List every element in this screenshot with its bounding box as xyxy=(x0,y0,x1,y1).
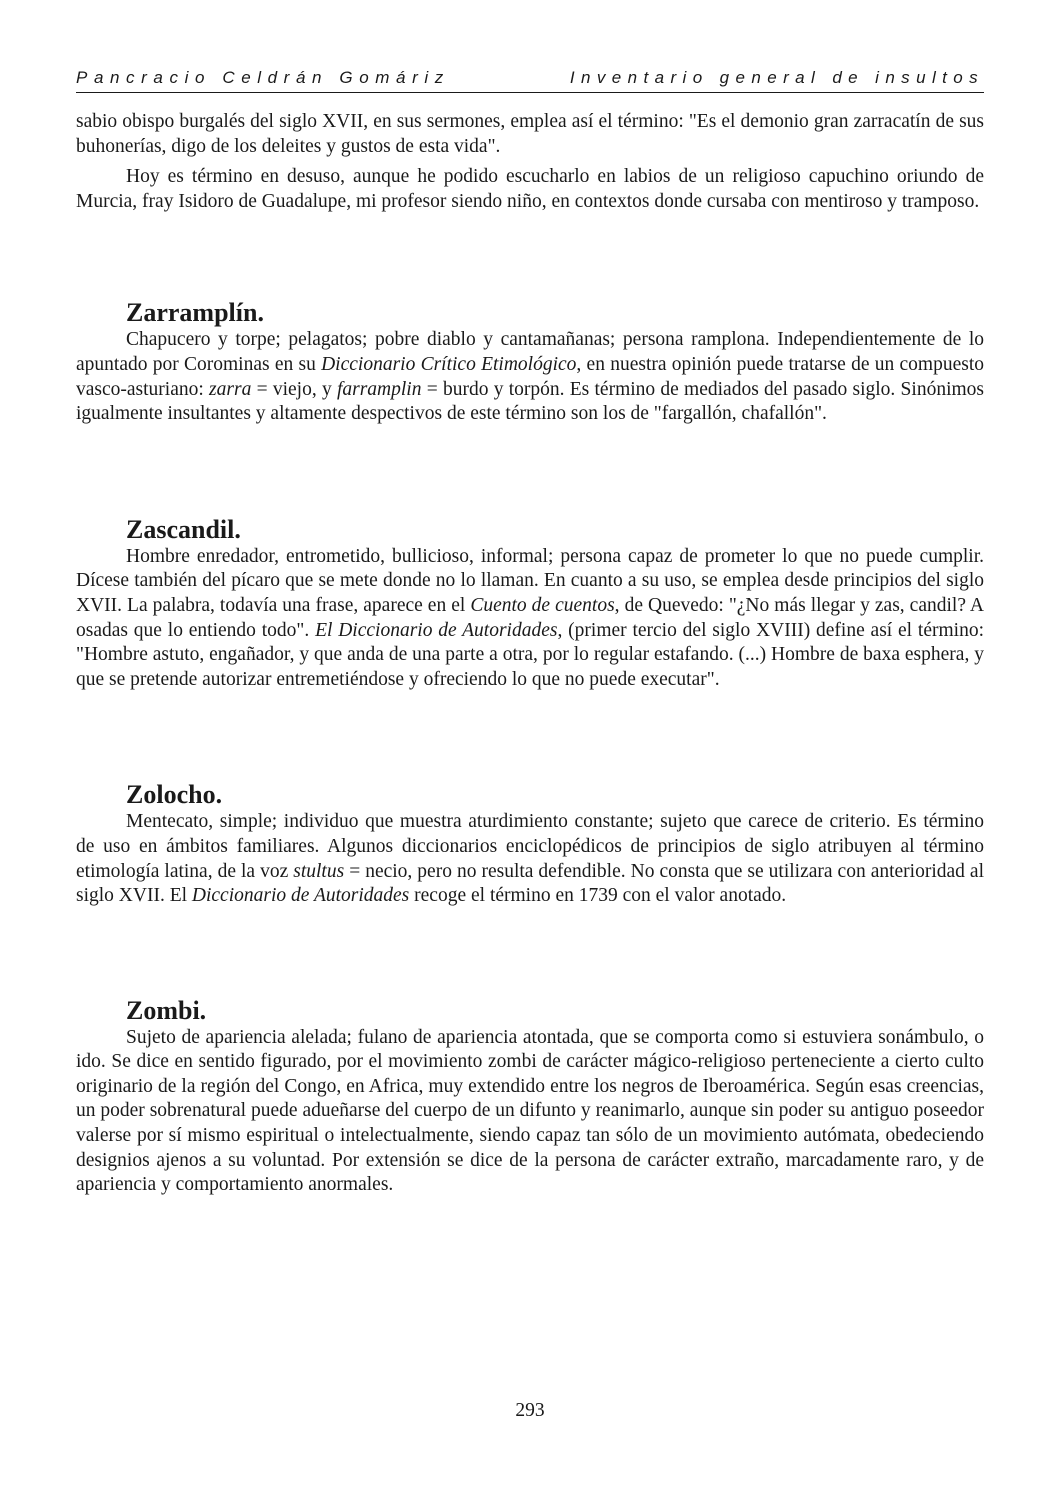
entry-body-zolocho: Mentecato, simple; individuo que muestra aturdimiento constante; sujeto que carece de criterio. Es término de uso en ámbitos familiares. Algunos diccionarios enciclopédicos de principios de siglo atribuyen al término etimología latina, de la voz stultus = necio, pero no resulta defendible. No consta que se utilizara con anterioridad al siglo XVII. El Diccionario de Autoridades recoge el término en 1739 con el valor anotado. xyxy=(76,811,984,907)
entry-heading-zombi: Zombi. xyxy=(126,995,207,1025)
intro-paragraph-2: Hoy es término en desuso, aunque he podido escucharlo en labios de un religioso capuchino oriundo de Murcia, fray Isidoro de Guadalupe, mi profesor siendo niño, en contextos donde cursaba con mentiroso y tramposo. xyxy=(76,166,984,212)
entry-heading-zascandil: Zascandil. xyxy=(126,514,241,544)
entry-body-zascandil: Hombre enredador, entrometido, bullicioso, informal; persona capaz de prometer lo que no puede cumplir. Dícese también del pícaro que se mete donde no lo llaman. En cuanto a su uso, se emplea desde principios del siglo XVII. La palabra, todavía una frase, aparece en el Cuento de cuentos, de Quevedo: "¿No más llegar y zas, candil? A osadas que lo entiendo todo". El Diccionario de Autoridades, (primer tercio del siglo XVIII) define así el término: "Hombre astuto, engañador, y que anda de una parte a otra, por lo regular estafando. (...) Hombre de baxa esphera, y que se pretende autorizar entremetiéndose y ofreciendo lo que no puede executar". xyxy=(76,545,985,690)
header-book-title: Inventario general de insultos xyxy=(569,68,984,87)
entry-heading-zolocho: Zolocho. xyxy=(126,780,223,810)
intro-paragraph-1: sabio obispo burgalés del siglo XVII, en sus sermones, emplea así el término: "Es el demonio gran zarracatín de sus buhonerías, digo de los deleites y gustos de esta vida". xyxy=(76,111,984,157)
running-header xyxy=(76,66,984,93)
entry-heading-zarramplin: Zarramplín. xyxy=(126,298,264,328)
header-author: Pancracio Celdrán Gomáriz xyxy=(76,68,450,87)
page-body xyxy=(76,110,984,1198)
entry-body-zarramplin: Chapucero y torpe; pelagatos; pobre diablo y cantamañanas; persona ramplona. Independientemente de lo apuntado por Corominas en su Diccionario Crítico Etimológico, en nuestra opinión puede tratarse de un compuesto vasco-asturiano: zarra = viejo, y farramplin = burdo y torpón. Es término de mediados del pasado siglo. Sinónimos igualmente insultantes y altamente despectivos de este término son los de "fargallón, chafallón". xyxy=(76,329,984,425)
entry-body-zombi: Sujeto de apariencia alelada; fulano de apariencia atontada, que se comporta como si estuviera sonámbulo, o ido. Se dice en sentido figurado, por el movimiento zombi de carácter mágico-religioso perteneciente a cierto culto originario de la región del Congo, en Africa, muy extendido entre los negros de Iberoamérica. Según esas creencias, un poder sobrenatural puede adueñarse del cuerpo de un difunto y reanimarlo, aunque sin poder su antiguo poseedor valerse por sí mismo espiritual o intelectualmente, siendo capaz tan sólo de un movimiento autómata, obedeciendo designios ajenos a su voluntad. Por extensión se dice de la persona de carácter extraño, marcadamente raro, y de apariencia y comportamiento anormales. xyxy=(76,1026,984,1196)
page-number: 293 xyxy=(515,1400,545,1421)
